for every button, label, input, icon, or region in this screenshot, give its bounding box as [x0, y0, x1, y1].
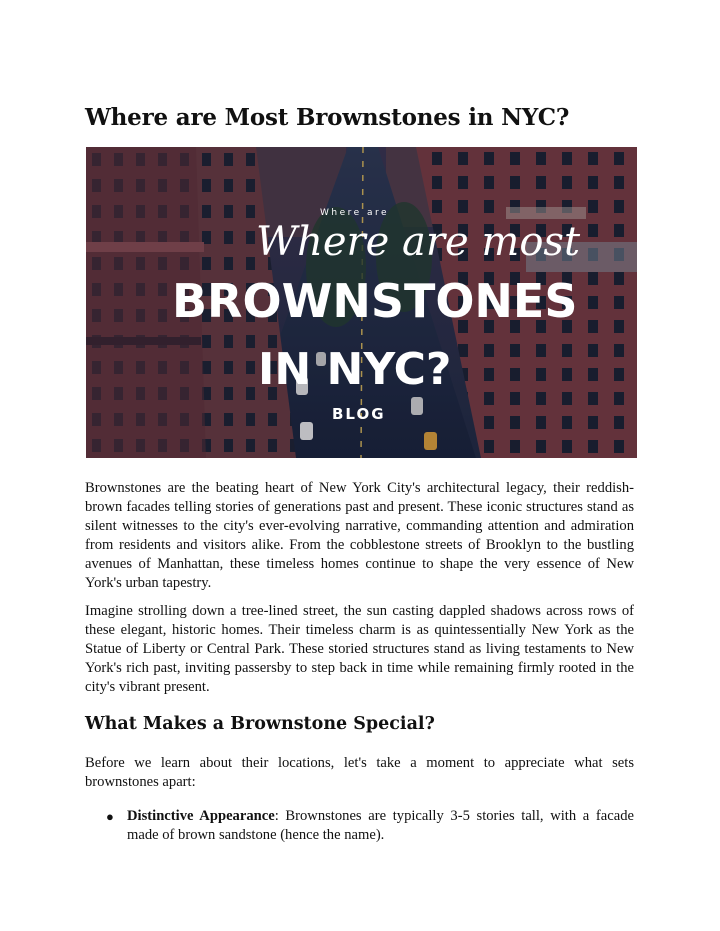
hero-blog-label: BLOG	[332, 405, 386, 423]
hero-subheadline-text: IN NYC?	[258, 344, 452, 395]
hero-small-text: Where are	[320, 208, 390, 218]
feature-list	[85, 807, 634, 845]
hero-image	[86, 147, 637, 458]
intro-paragraph: Brownstones are the beating heart of New York City's architectural legacy, their reddish-brown facades telling stories of generations past and present. These iconic structures stand as silent witnesses to the city's ever-evolving narrative, commanding attention and admiration from residents and visitors alike. From the cobblestone streets of Brooklyn to the bustling avenues of Manhattan, these timeless homes continue to shape the very essence of New York's urban tapestry.	[85, 480, 634, 591]
list-item	[85, 807, 634, 845]
hero-headline-text: BROWNSTONES	[172, 274, 578, 328]
section-intro-paragraph: Before we learn about their locations, let's take a moment to appreciate what sets brownstones apart:	[85, 755, 634, 790]
list-item-term: Distinctive Appearance	[127, 808, 275, 824]
hero-illustration	[86, 147, 637, 458]
page-title: Where are Most Brownstones in NYC?	[85, 104, 570, 131]
hero-script-text: Where are most	[256, 219, 581, 265]
section-heading: What Makes a Brownstone Special?	[85, 714, 435, 734]
second-paragraph: Imagine strolling down a tree-lined street, the sun casting dappled shadows across rows of these elegant, historic homes. Their timeless charm is as quintessentially New York as the Statue of Liberty or Central Park. These storied structures stand as living testaments to New York's rich past, inviting passersby to step back in time while remaining firmly rooted in the city's vibrant present.	[85, 603, 634, 695]
bullet-icon: ●	[106, 809, 114, 824]
list-item-text: : Brownstones are typically 3-5 stories tall, with a facade made of brown sandstone (hence the name).	[127, 808, 634, 843]
